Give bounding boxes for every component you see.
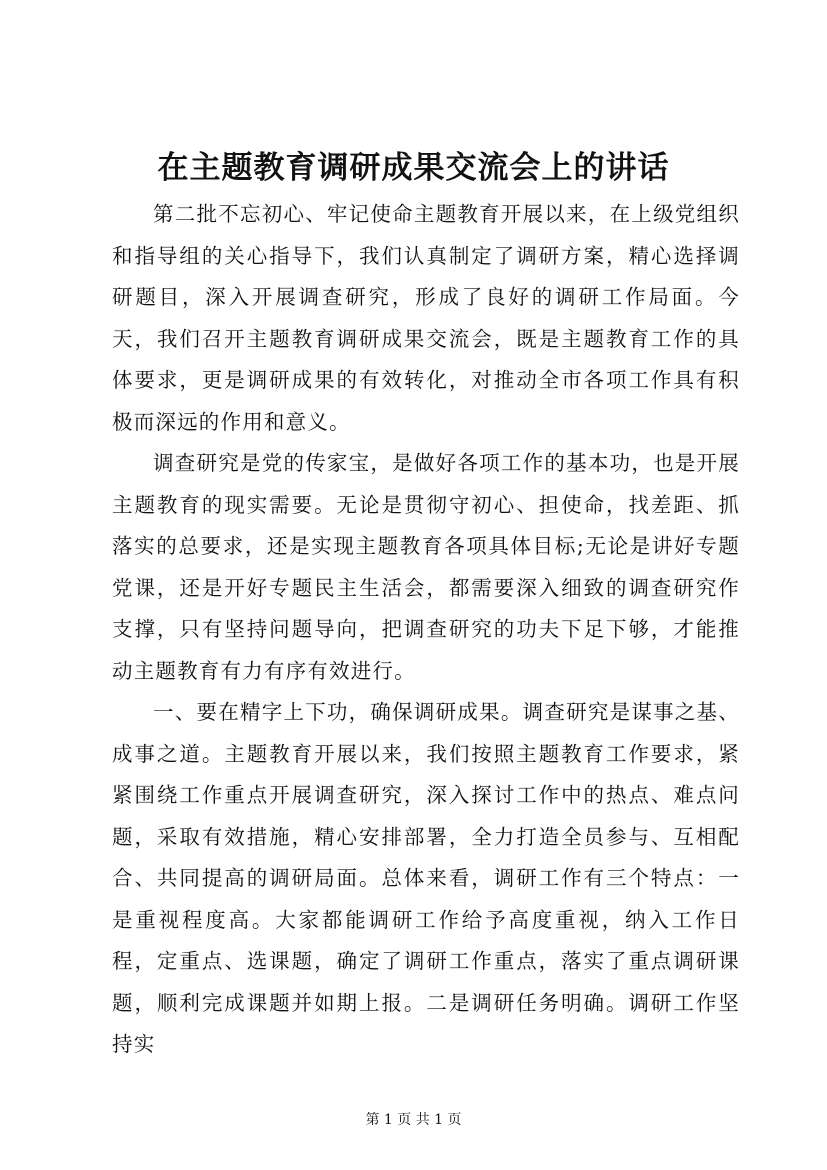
paragraph-1: 第二批不忘初心、牢记使命主题教育开展以来，在上级党组织和指导组的关心指导下，我们认真制定了调研方案，精心选择调研题目，深入开展调查研究，形成了良好的调研工作局面。今天，我们召开主题教育调研成果交流会，既是主题教育工作的具体要求，更是调研成果的有效转化，对推动全市各项工作具有积极而深远的作用和意义。 [112,202,740,434]
paragraph-2: 调查研究是党的传家宝，是做好各项工作的基本功，也是开展主题教育的现实需要。无论是贯彻守初心、担使命，找差距、抓落实的总要求，还是实现主题教育各项具体目标;无论是讲好专题党课，还是开好专题民主生活会，都需要深入细致的调查研究作支撑，只有坚持问题导向，把调查研究的功夫下足下够，才能推动主题教育有力有序有效进行。 [112,451,740,683]
document-body [112,194,740,1066]
page-footer: 第 1 页 共 1 页 [365,1112,462,1128]
paragraph-3: 一、要在精字上下功，确保调研成果。调查研究是谋事之基、成事之道。主题教育开展以来，我们按照主题教育工作要求，紧紧围绕工作重点开展调查研究，深入探讨工作中的热点、难点问题，采取有效措施，精心安排部署，全力打造全员参与、互相配合、共同提高的调研局面。总体来看，调研工作有三个特点：一是重视程度高。大家都能调研工作给予高度重视，纳入工作日程，定重点、选课题，确定了调研工作重点，落实了重点调研课题，顺利完成课题并如期上报。二是调研任务明确。调研工作坚持实 [112,700,740,1056]
document-title: 在主题教育调研成果交流会上的讲话 [157,150,670,186]
